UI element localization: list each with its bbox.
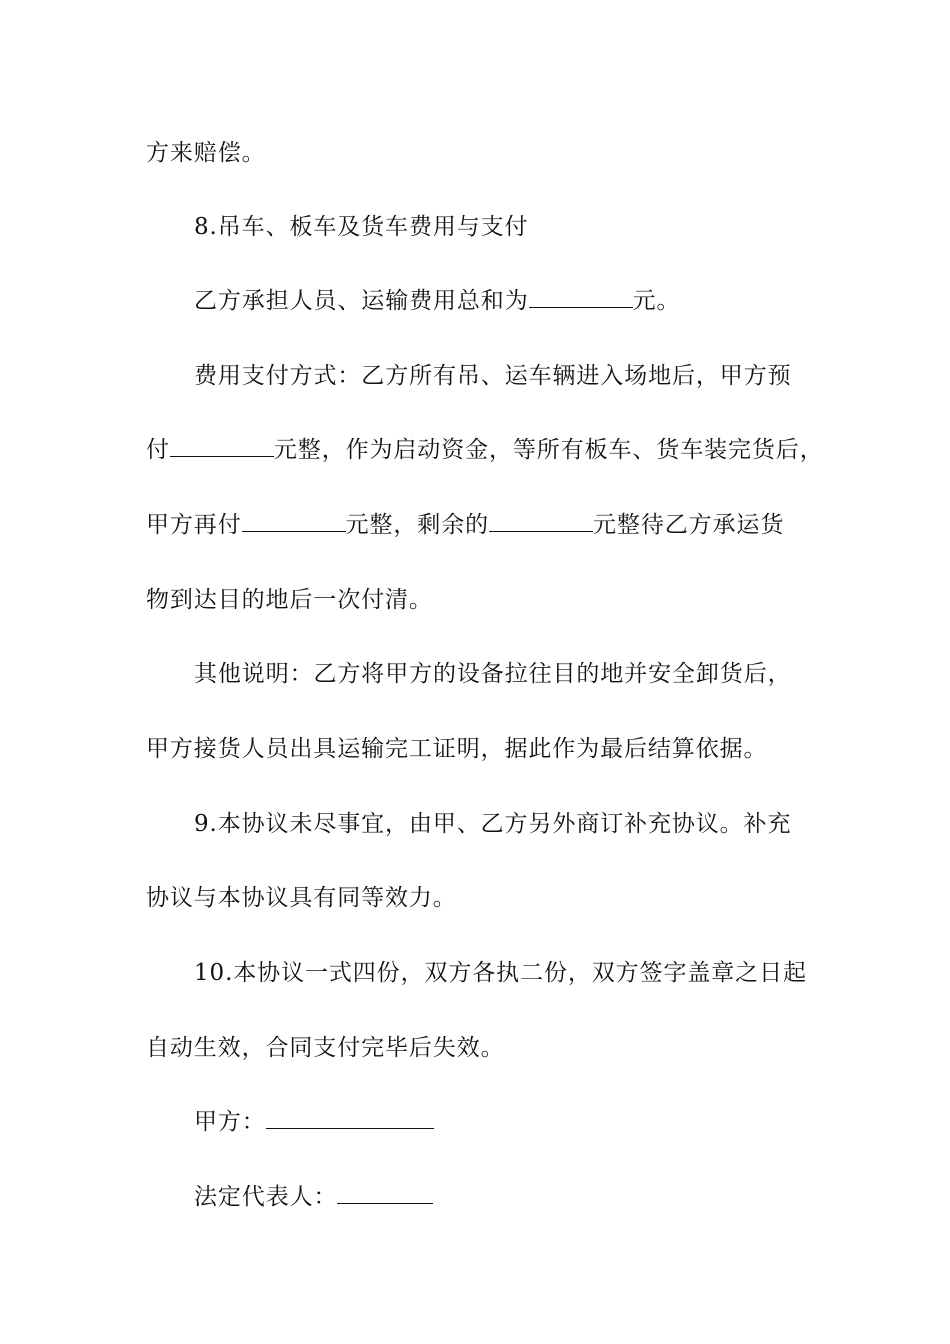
signature-blank[interactable] [337,1183,433,1204]
signature-line-party-a [194,1107,434,1137]
text-run: 乙方承担人员、运输费用总和为 [194,288,529,314]
text-run: 元。 [632,288,681,314]
paragraph-line [146,585,433,615]
text-run: 自动生效，合同支付完毕后失效。 [146,1035,505,1061]
fill-in-blank[interactable] [170,436,274,457]
signature-line-representative [194,1182,433,1212]
fill-in-blank[interactable] [242,511,346,532]
text-run: 甲方接货人员出具运输完工证明，据此作为最后结算依据。 [146,736,768,762]
paragraph-line [194,809,791,839]
fill-in-blank[interactable] [489,511,593,532]
paragraph-line [194,361,792,391]
text-run: 其他说明：乙方将甲方的设备拉往目的地并安全卸货后， [194,661,792,687]
paragraph-line [194,286,680,316]
text-run: 协议与本协议具有同等效力。 [146,885,457,911]
text-run: 10.本协议一式四份，双方各执二份，双方签字盖章之日起 [194,960,807,986]
signature-label: 甲方： [194,1109,266,1135]
text-run: 8.吊车、板车及货车费用与支付 [194,214,529,240]
text-run: 物到达目的地后一次付清。 [146,587,433,613]
paragraph-line [146,734,767,764]
fill-in-blank[interactable] [529,287,633,308]
section-heading [194,212,528,242]
paragraph-line [146,883,457,913]
text-run: 元整，作为启动资金，等所有板车、货车装完货后， [273,437,824,463]
paragraph-line [194,958,807,988]
text-run: 甲方再付 [146,512,242,538]
signature-label: 法定代表人： [194,1184,338,1210]
paragraph-line [146,1033,505,1063]
text-run: 费用支付方式：乙方所有吊、运车辆进入场地后，甲方预 [194,363,792,389]
paragraph-line [146,510,784,540]
text-run: 付 [146,437,170,463]
text-run: 方来赔偿。 [146,140,266,166]
paragraph-line [146,435,824,465]
paragraph-line [194,659,792,689]
text-run: 9.本协议未尽事宜，由甲、乙方另外商订补充协议。补充 [194,811,792,837]
text-run: 元整，剩余的 [345,512,490,538]
text-run: 元整待乙方承运货 [593,512,785,538]
paragraph-line [146,138,266,168]
signature-blank[interactable] [266,1108,434,1129]
